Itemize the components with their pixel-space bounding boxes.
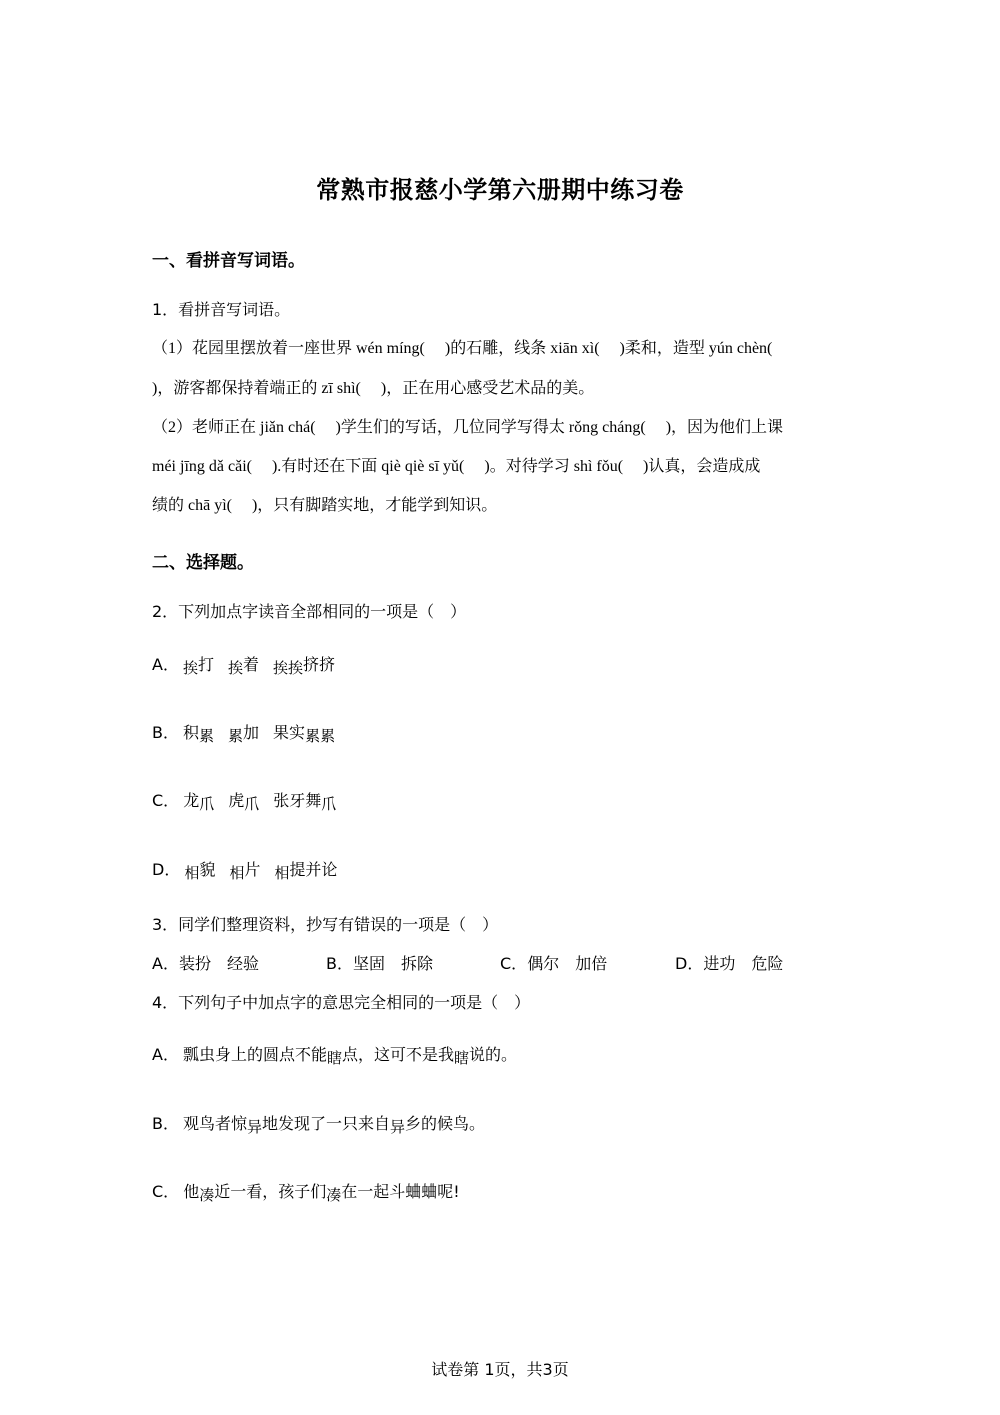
section-heading-2: 二、选择题。 xyxy=(152,553,254,573)
section-heading-1: 一、看拼音写词语。 xyxy=(152,251,305,271)
word-rest: 积 xyxy=(182,723,199,742)
question-3-option-d[interactable] xyxy=(675,953,783,975)
word-rest: 加 xyxy=(243,723,260,742)
page-title: 常熟市报慈小学第六册期中练习卷 xyxy=(316,176,684,204)
dotted-char: 爪 xyxy=(244,795,260,813)
question-1-stem: 1．看拼音写词语。 xyxy=(152,300,291,319)
word-rest: 着 xyxy=(243,655,260,674)
dotted-char: 挨 xyxy=(227,659,243,677)
word-rest: 龙 xyxy=(183,791,200,810)
word-rest: 果实 xyxy=(273,723,306,742)
question-4-option-c[interactable] xyxy=(152,1181,460,1203)
dotted-char: 累累 xyxy=(305,727,336,745)
question-2-option-d[interactable] xyxy=(152,859,337,881)
dotted-char: 累 xyxy=(199,727,215,745)
option-text: 偶尔 加倍 xyxy=(527,954,608,973)
question-4-option-a[interactable] xyxy=(152,1044,517,1066)
dotted-char: 挨 xyxy=(182,659,198,677)
question-3-option-c[interactable] xyxy=(500,953,607,975)
question-2-option-c[interactable] xyxy=(152,790,336,812)
question-3-option-a[interactable] xyxy=(152,953,259,975)
word-rest: 打 xyxy=(197,655,214,674)
question-4-option-b[interactable] xyxy=(152,1113,485,1135)
option-label: B． xyxy=(152,723,179,742)
option-label: B． xyxy=(152,1114,179,1133)
option-label: A． xyxy=(152,1045,179,1064)
option-text: 乡的候鸟。 xyxy=(405,1114,486,1133)
option-text: 近一看，孩子们 xyxy=(214,1182,327,1201)
dotted-char: 异 xyxy=(247,1118,263,1136)
question-2-option-b[interactable] xyxy=(152,722,335,744)
question-3-stem: 3．同学们整理资料，抄写有错误的一项是（ ） xyxy=(152,915,499,934)
option-label: B． xyxy=(326,954,353,973)
option-text: 在一起斗蛐蛐呢! xyxy=(341,1182,460,1201)
word-rest: 挤挤 xyxy=(303,655,336,674)
question-1-paragraph-2-line-2: méi jīng dǎ cǎi( ).有时还在下面 qiè qiè sī yǔ( )。对待学习 shì fǒu( )认真，会造成成 xyxy=(152,458,761,475)
dotted-char: 瞎 xyxy=(326,1049,342,1067)
dotted-char: 异 xyxy=(390,1118,406,1136)
word-rest: 提并论 xyxy=(289,860,338,879)
option-text: 观鸟者惊 xyxy=(182,1114,247,1133)
option-label: A． xyxy=(152,954,179,973)
word-rest: 张牙舞 xyxy=(273,791,322,810)
question-4-stem: 4．下列句子中加点字的意思完全相同的一项是（ ） xyxy=(152,993,531,1012)
dotted-char: 累 xyxy=(228,727,244,745)
option-text: 进功 危险 xyxy=(703,954,784,973)
option-text: 他 xyxy=(183,1182,200,1201)
word-rest: 貌 xyxy=(199,860,216,879)
word-rest: 虎 xyxy=(228,791,245,810)
question-2-stem: 2．下列加点字读音全部相同的一项是（ ） xyxy=(152,602,467,621)
dotted-char: 凑 xyxy=(326,1186,342,1204)
question-1-paragraph-2-line-1: （2）老师正在 jiǎn chá( )学生们的写话，几位同学写得太 rǒng cháng( )，因为他们上课 xyxy=(152,419,784,436)
option-text: 地发现了一只来自 xyxy=(262,1114,391,1133)
dotted-char: 挨挨 xyxy=(273,659,304,677)
dotted-char: 爪 xyxy=(321,795,337,813)
option-label: C． xyxy=(500,954,528,973)
question-2-option-a[interactable] xyxy=(152,654,335,676)
dotted-char: 相 xyxy=(229,864,245,882)
option-text: 装扮 经验 xyxy=(178,954,259,973)
option-text: 坚固 拆除 xyxy=(352,954,433,973)
word-rest: 片 xyxy=(244,860,261,879)
dotted-char: 瞎 xyxy=(454,1049,470,1067)
option-label: C． xyxy=(152,1182,180,1201)
option-text: 点，这可不是我 xyxy=(341,1045,454,1064)
question-1-paragraph-1-line-2: )，游客都保持着端正的 zī shì( )，正在用心感受艺术品的美。 xyxy=(152,380,595,397)
option-label: D． xyxy=(152,860,181,879)
page-footer: 试卷第 1页，共3页 xyxy=(431,1360,569,1379)
dotted-char: 爪 xyxy=(199,795,215,813)
option-text: 瓢虫身上的圆点不能 xyxy=(182,1045,327,1064)
question-1-paragraph-1-line-1: （1）花园里摆放着一座世界 wén míng( )的石雕，线条 xiān xì( )柔和，造型 yún chèn( xyxy=(152,340,773,357)
option-label: C． xyxy=(152,791,180,810)
question-3-option-b[interactable] xyxy=(326,953,433,975)
question-1-paragraph-2-line-3: 绩的 chā yì( )，只有脚踏实地，才能学到知识。 xyxy=(152,497,498,514)
option-label: D． xyxy=(675,954,704,973)
option-label: A． xyxy=(152,655,179,674)
option-text: 说的。 xyxy=(469,1045,518,1064)
dotted-char: 相 xyxy=(184,864,200,882)
dotted-char: 凑 xyxy=(199,1186,215,1204)
dotted-char: 相 xyxy=(274,864,290,882)
